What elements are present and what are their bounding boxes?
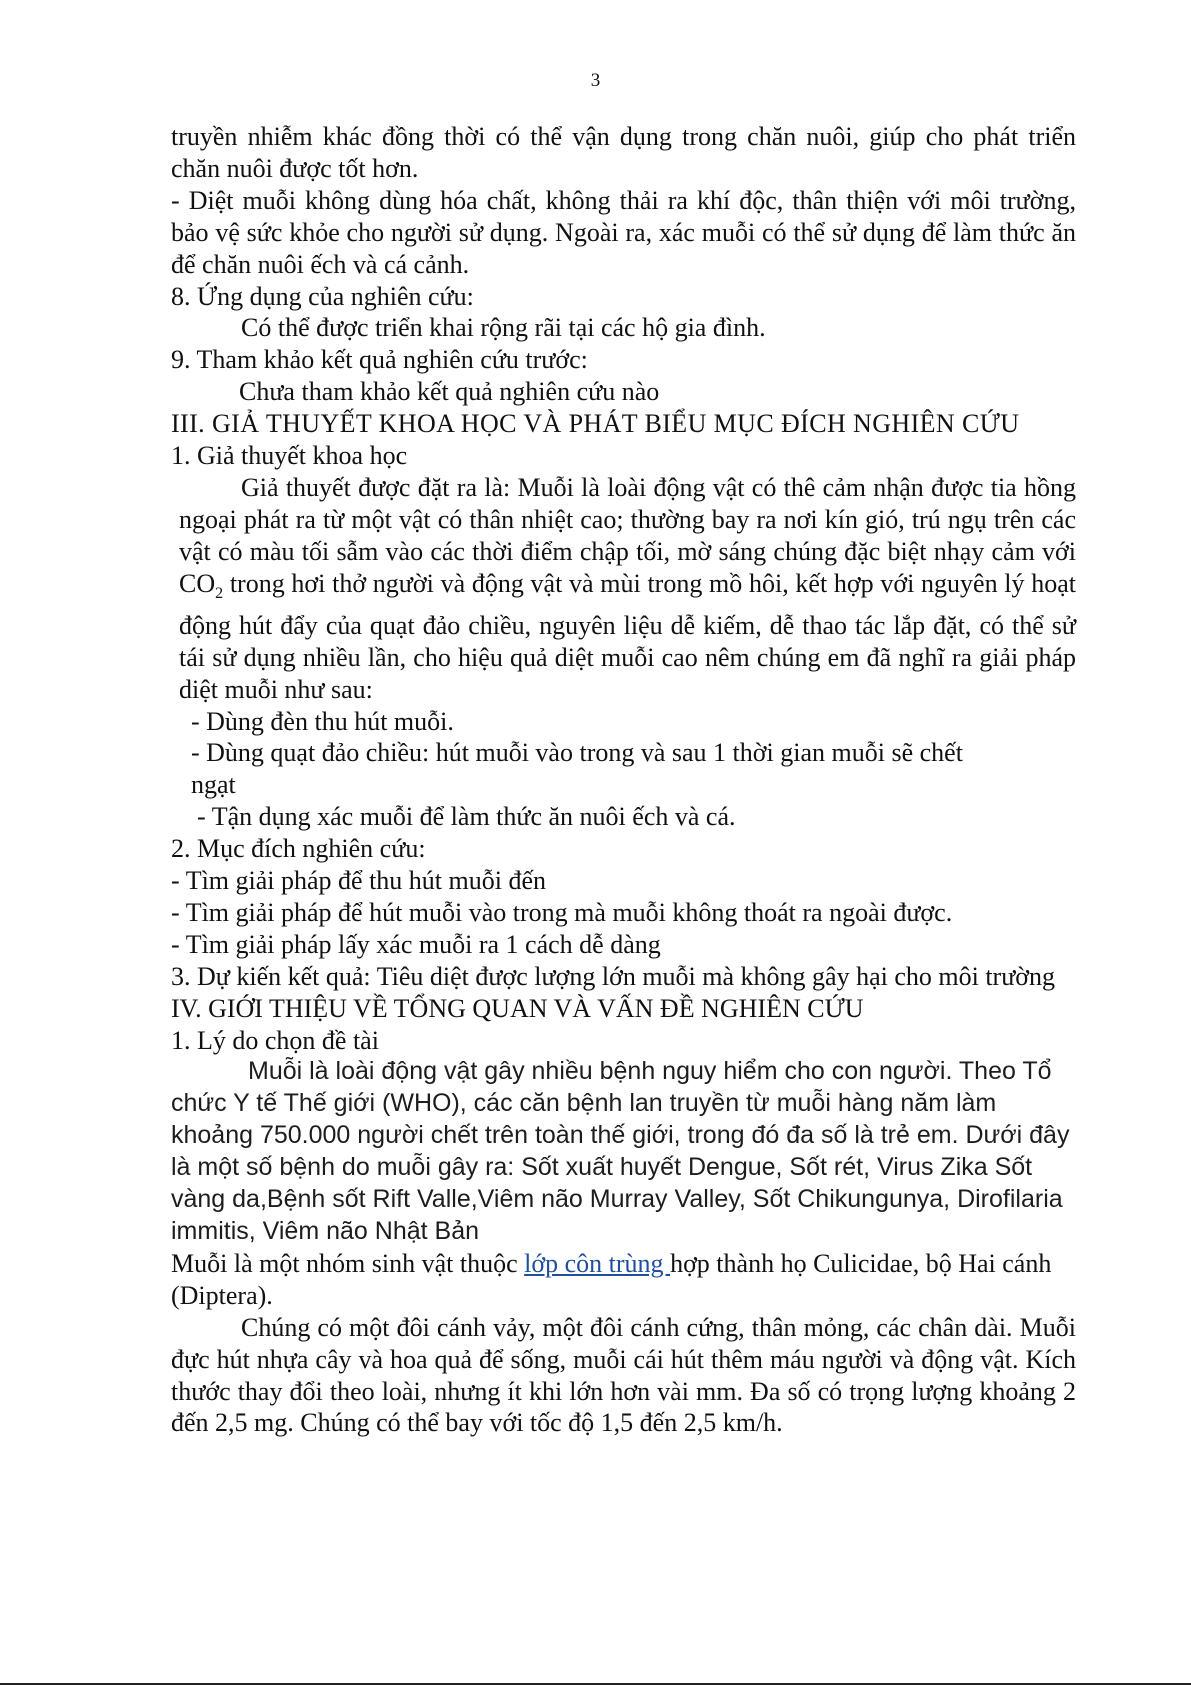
page-number: 3 <box>590 70 601 91</box>
paragraph-continuation: truyền nhiễm khác đồng thời có thể vận dụng trong chăn nuôi, giúp cho phát triển chăn nuôi được tốt hơn. <box>171 122 1076 183</box>
paragraph-references: Chưa tham khảo kết quả nghiên cứu nào <box>239 377 660 407</box>
document-body <box>171 121 1076 1439</box>
purpose-item-remove: - Tìm giải pháp lấy xác muỗi ra 1 cách dễ dàng <box>171 929 661 959</box>
bullet-lamp: - Dùng đèn thu hút muỗi. <box>191 706 454 736</box>
heading-references: 9. Tham khảo kết quả nghiên cứu trước: <box>171 345 588 375</box>
section-title-overview: IV. GIỚI THIỆU VỀ TỔNG QUAN VÀ VẤN ĐỀ NGHIÊN CỨU <box>171 993 864 1023</box>
heading-application: 8. Ứng dụng của nghiên cứu: <box>171 281 474 311</box>
bullet-reuse: - Tận dụng xác muỗi để làm thức ăn nuôi ếch và cá. <box>197 802 736 832</box>
paragraph-benefit: - Diệt muỗi không dùng hóa chất, không thải ra khí độc, thân thiện với môi trường, bảo vệ sức khỏe cho người sử dụng. Ngoài ra, xác muỗi có thể sử dụng để làm thức ăn để chăn nuôi ếch và cá cảnh. <box>171 185 1076 279</box>
hypothesis-text-a: Giả thuyết được đặt ra là: Muỗi là loài động vật có thê cảm nhận được tia hồng ngoại phát ra từ một vật có thân nhiệt cao; thường bay ra nơi kín gió, trú ngụ trên các vật có màu tối sẫm vào các thời điểm chập tối, mờ sáng chúng đặc biệt nhạy cảm với CO <box>179 472 1076 598</box>
insect-class-link[interactable]: lớp côn trùng <box>524 1248 671 1278</box>
paragraph-application: Có thể được triển khai rộng rãi tại các hộ gia đình. <box>241 313 766 343</box>
paragraph-description: Chúng có một đôi cánh vảy, một đôi cánh cứng, thân mỏng, các chân dài. Muỗi đực hút nhựa cây và hoa quả để sống, muỗi cái hút thêm máu người và động vật. Kích thước thay đổi theo loài, nhưng ít khi lớn hơn vài mm. Đa số có trọng lượng khoảng 2 đến 2,5 mg. Chúng có thể bay với tốc độ 1,5 đến 2,5 km/h. <box>171 1312 1076 1438</box>
classification-text-a: Muỗi là một nhóm sinh vật thuộc <box>171 1248 525 1278</box>
classification-text-b: hợp thành họ Culicidae, bộ Hai cánh (Diptera). <box>171 1248 1052 1310</box>
bullet-fan: - Dùng quạt đảo chiều: hút muỗi vào trong và sau 1 thời gian muỗi sẽ chết <box>191 738 963 768</box>
paragraph-hypothesis <box>171 472 1076 706</box>
purpose-item-trap: - Tìm giải pháp để hút muỗi vào trong mà muỗi không thoát ra ngoài được. <box>171 897 953 927</box>
heading-expected-result: 3. Dự kiến kết quả: Tiêu diệt được lượng lớn muỗi mà không gây hại cho môi trường <box>171 961 1056 991</box>
bullet-fan-continued: ngạt <box>191 770 236 800</box>
hypothesis-subscript: 2 <box>215 584 224 602</box>
heading-reason: 1. Lý do chọn đề tài <box>171 1025 379 1055</box>
section-title-hypothesis: III. GIẢ THUYẾT KHOA HỌC VÀ PHÁT BIỂU MỤC ĐÍCH NGHIÊN CỨU <box>171 409 1020 439</box>
purpose-item-attract: - Tìm giải pháp để thu hút muỗi đến <box>171 866 547 896</box>
paragraph-classification <box>171 1248 1076 1312</box>
paragraph-reason: Muỗi là loài động vật gây nhiều bệnh nguy hiểm cho con người. Theo Tổ chức Y tế Thế giới (WHO), các căn bệnh lan truyền từ muỗi hàng năm làm khoảng 750.000 người chết trên toàn thế giới, trong đó đa số là trẻ em. Dưới đây là một số bệnh do muỗi gây ra: Sốt xuất huyết Dengue, Sốt rét, Virus Zika Sốt vàng da,Bệnh sốt Rift Valle,Viêm não Murray Valley, Sốt Chikungunya, Dirofilaria immitis, Viêm não Nhật Bản <box>171 1057 1070 1245</box>
hypothesis-text-b: trong hơi thở người và động vật và mùi trong mồ hôi, kết hợp với nguyên lý hoạt động hút đẩy của quạt đảo chiều, nguyên liệu dễ kiếm, dễ thao tác lắp đặt, có thể sử tái sử dụng nhiều lần, cho hiệu quả diệt muỗi cao nêm chúng em đã nghĩ ra giải pháp diệt muỗi như sau: <box>179 568 1076 704</box>
heading-hypothesis: 1. Giả thuyết khoa học <box>171 441 408 471</box>
heading-purpose: 2. Mục đích nghiên cứu: <box>171 834 426 864</box>
